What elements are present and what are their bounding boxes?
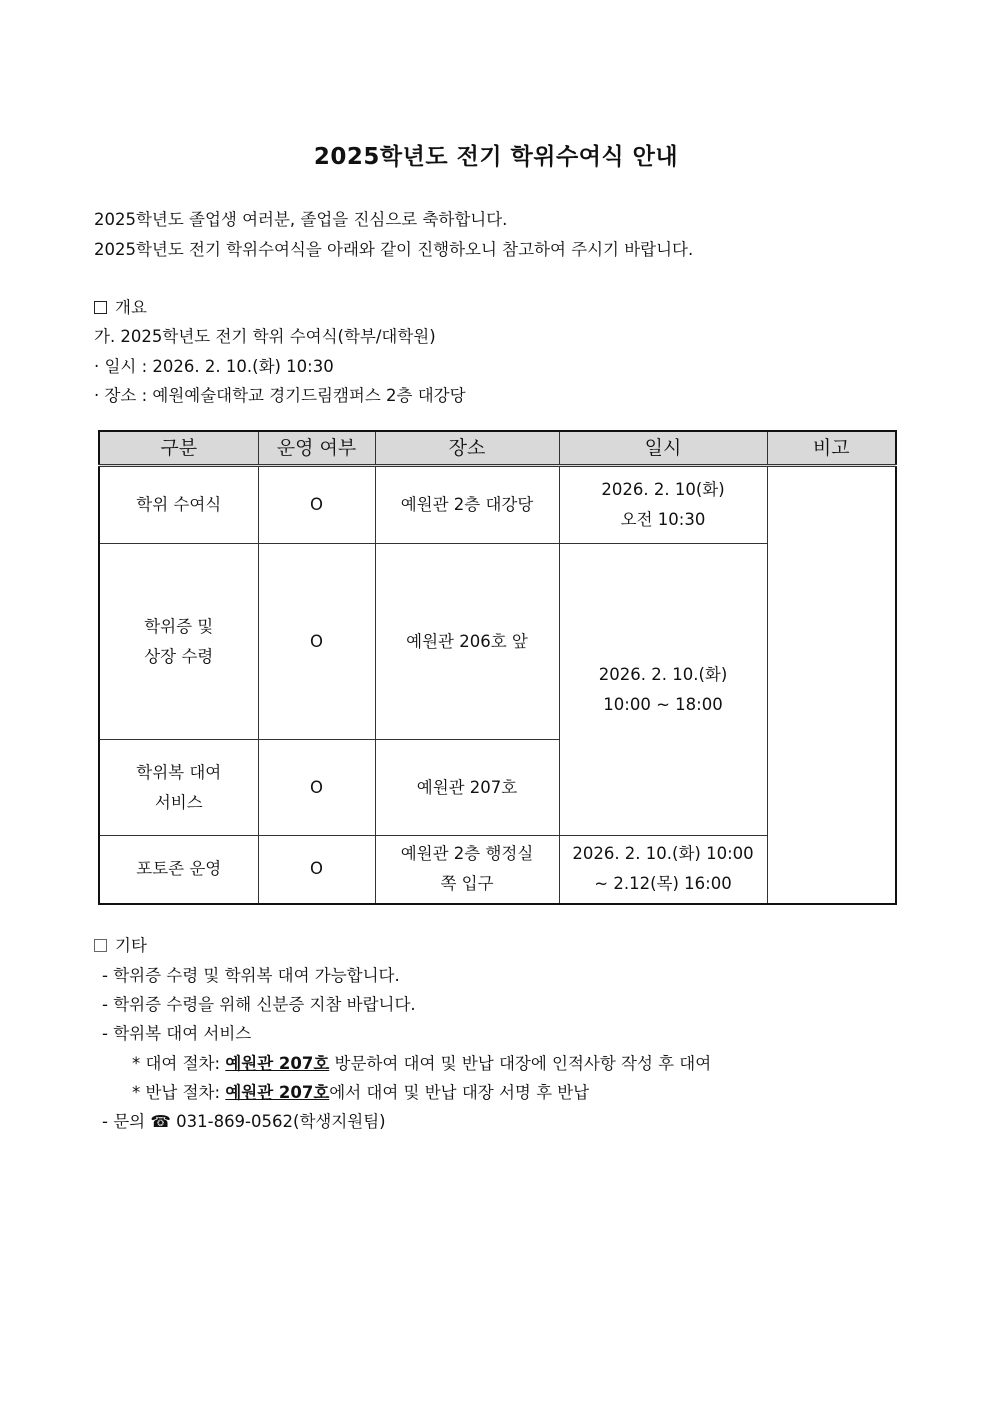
etc-item-3: - 학위복 대여 서비스	[102, 1024, 252, 1043]
overview-heading-text: 개요	[115, 298, 147, 317]
cell-category: 학위 수여식	[99, 466, 258, 544]
cell-place	[375, 836, 559, 904]
intro-line-2: 2025학년도 전기 학위수여식을 아래와 같이 진행하오니 참고하여 주시기 바랍니다.	[94, 240, 694, 259]
cell-category: 포토존 운영	[99, 836, 258, 904]
etc-item-2: - 학위증 수령을 위해 신분증 지참 바랍니다.	[102, 995, 416, 1014]
etc-item-1: - 학위증 수령 및 학위복 대여 가능합니다.	[102, 966, 400, 985]
cell-datetime	[559, 544, 767, 836]
category-line: 학위복 대여	[136, 762, 222, 782]
cell-category	[99, 740, 258, 836]
datetime-line: 2026. 2. 10.(화) 10:00	[572, 844, 754, 864]
category-line: 상장 수령	[144, 646, 214, 666]
cell-datetime	[559, 466, 767, 544]
header-datetime: 일시	[559, 431, 767, 466]
cell-status: O	[258, 836, 375, 904]
header-status: 운영 여부	[258, 431, 375, 466]
schedule-table	[98, 430, 897, 905]
cell-status: O	[258, 466, 375, 544]
datetime-line: 오전 10:30	[620, 510, 706, 529]
cell-datetime	[559, 836, 767, 904]
cell-note	[767, 466, 896, 904]
return-place: 예원관 207호	[225, 1083, 330, 1102]
table-header-row	[99, 431, 896, 466]
header-note: 비고	[767, 431, 896, 466]
return-prefix: * 반납 절차:	[132, 1083, 226, 1102]
datetime-line: 2026. 2. 10(화)	[601, 480, 725, 499]
overview-datetime: · 일시 : 2026. 2. 10.(화) 10:30	[94, 357, 334, 376]
header-category: 구분	[99, 431, 258, 466]
cell-place: 예원관 206호 앞	[375, 544, 559, 740]
datetime-line: ~ 2.12(목) 16:00	[594, 874, 732, 894]
cell-category	[99, 544, 258, 740]
datetime-line: 2026. 2. 10.(화)	[598, 664, 728, 684]
page-title: 2025학년도 전기 학위수여식 안내	[313, 144, 679, 170]
square-bullet-icon	[94, 301, 107, 314]
category-line: 학위증 및	[144, 616, 214, 636]
overview-item-ga: 가. 2025학년도 전기 학위 수여식(학부/대학원)	[94, 327, 436, 346]
intro-line-1: 2025학년도 졸업생 여러분, 졸업을 진심으로 축하합니다.	[94, 210, 508, 229]
place-line: 예원관 2층 행정실	[400, 844, 534, 864]
overview-heading	[94, 297, 147, 319]
cell-place: 예원관 2층 대강당	[375, 466, 559, 544]
place-line: 쪽 입구	[440, 874, 494, 894]
rental-suffix: 방문하여 대여 및 반납 대장에 인적사항 작성 후 대여	[329, 1054, 712, 1073]
rental-place: 예원관 207호	[225, 1054, 330, 1073]
table-row	[99, 466, 896, 544]
cell-place: 예원관 207호	[375, 740, 559, 836]
return-procedure	[132, 1082, 589, 1104]
contact-line: - 문의 ☎ 031-869-0562(학생지원팀)	[102, 1112, 386, 1131]
rental-procedure	[132, 1053, 711, 1075]
category-line: 서비스	[154, 792, 203, 812]
return-suffix: 에서 대여 및 반납 대장 서명 후 반납	[329, 1083, 590, 1102]
square-bullet-icon	[94, 939, 107, 952]
overview-place: · 장소 : 예원예술대학교 경기드림캠퍼스 2층 대강당	[94, 386, 466, 405]
etc-heading-text: 기타	[115, 936, 147, 955]
cell-status: O	[258, 544, 375, 740]
rental-prefix: * 대여 절차:	[132, 1054, 226, 1073]
etc-heading	[94, 935, 147, 957]
cell-status: O	[258, 740, 375, 836]
datetime-line: 10:00 ~ 18:00	[603, 694, 723, 714]
header-place: 장소	[375, 431, 559, 466]
